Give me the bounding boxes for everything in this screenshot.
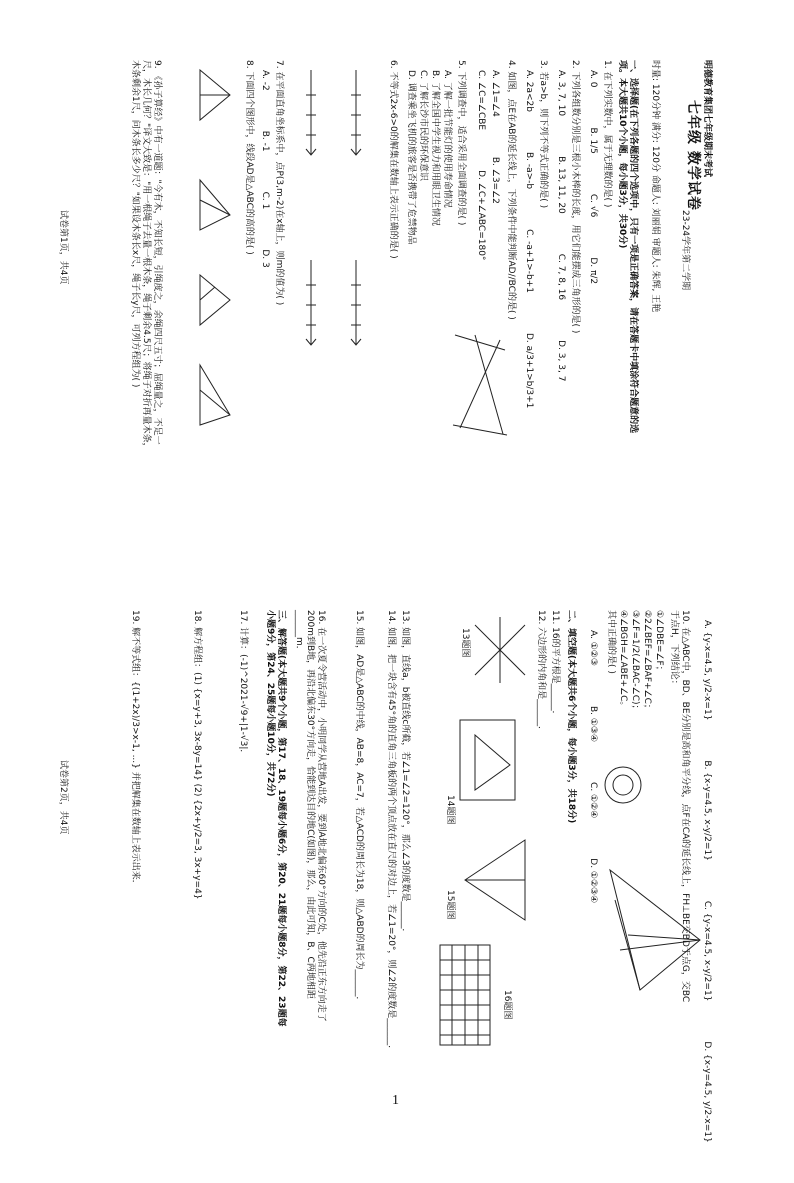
q10-triangle-figure xyxy=(600,860,710,1000)
section2-heading: 二、填空题(本大题共6个小题，每小题3分，共18分) xyxy=(566,610,576,824)
q10-tail: 其中正确的是( ) xyxy=(606,610,616,674)
q6-text: 6. 不等式2x-6>0的解集在数轴上表示正确的是( ) xyxy=(388,60,398,259)
q10-text: 10. 在△ABC中，BD、BE分别是高和角平分线，点F在CA的延长线上，FH⊥BE交BD于点G，交BC于点H，下列结论： xyxy=(669,610,690,1003)
section1-heading: 一、选择题(在下列各题的四个选项中，只有一项是正确答案，请在答题卡中填涂符合题意的选项。本大题共10个小题，每小题3分，共30分) xyxy=(617,60,638,434)
page-footer-left: 试卷第1页，共4页 xyxy=(58,210,68,285)
fig14-caption: 14题图 xyxy=(445,795,455,825)
q9-options: A. {y-x=4.5, y/2-x=1}B. {x-y=4.5, x-y/2=1}C. {y-x=4.5, x-y/2=1}D. {x-y=4.5, y/2-x=1} xyxy=(702,620,712,1143)
q5-option-c: C. 了解长沙市民的环保意识 xyxy=(418,70,428,182)
q4-options-cd: C. ∠C=∠CBED. ∠C+∠ABC=180° xyxy=(476,70,486,261)
q18-text: 18. 解方程组：(1) {x=y+3, 3x-8y=14} (2) {2x+y/2=3, 3x+y=4} xyxy=(192,610,202,900)
q13-text: 13. 如图，直线a，b被直线c所截，若∠1=∠2=120°，那么∠3的度数是______． xyxy=(400,610,410,938)
q8-triangle-c xyxy=(195,270,235,330)
fig16-grid xyxy=(435,940,495,1050)
exam-name: 明德教育集团七年级期末考试 xyxy=(702,60,712,178)
q1-text: 1. 在下列实数中，属于无理数的是( ) xyxy=(602,60,612,208)
q5-option-a: A. 了解一批节能灯的使用寿命情况 xyxy=(442,70,452,208)
q16-text: 16. 在一次夏令营活动中，小明同学从营地A出发，要到A地北偏东60°方向的C处，他先沿正东方向走了200m到B地，再沿北偏东30°方向走，恰能到达目的地C(如图)，那么，由此可知，B、C两地相距______m． xyxy=(294,610,326,1022)
q10-item-1: ①∠DBE=∠F； xyxy=(654,610,664,675)
q3-options: A. 2a<2bB. -a>-bC. -a+1>-b+1D. a/3+1>b/3+1 xyxy=(524,70,534,409)
fig16-caption: 16题图 xyxy=(502,990,512,1020)
q6-numberline-b xyxy=(345,255,367,350)
q5-option-b: B. 了解全国中学生视力和用眼卫生情况 xyxy=(430,70,440,226)
q6-numberline-a xyxy=(345,65,367,160)
q4-figure xyxy=(445,330,515,440)
q5-text: 5. 下列调查中，适合采用全面调查的是( ) xyxy=(456,60,466,226)
q9-text: 9. 《孙子算经》中有一道题："今有木，不知长短，引绳度之，余绳四尺五寸；屈绳量之，不足一尺，木长几何？"译文大致是："用一根绳子去量一根木条，绳子剩余4.5尺；将绳子对折再量木条，木条剩余1尺，问木条长多少尺？"如果设木条长x尺，绳子长y尺，可列方程组为( ) xyxy=(130,60,162,452)
q3-text: 3. 若a>b，则下列不等式正确的是( ) xyxy=(538,60,548,209)
q10-item-2: ②2∠BEF=∠BAF+∠C； xyxy=(642,610,652,713)
q5-option-d: D. 调查乘坐飞机的旅客是否携带了危禁物品 xyxy=(406,70,416,245)
q12-text: 12. 六边形的内角和是______． xyxy=(536,610,546,736)
q19-text: 19. 解不等式组：{(1+2x)/3>x-1, ...} 并把解集在数轴上表示出来． xyxy=(130,610,140,889)
fig13-lines xyxy=(470,615,530,685)
fig15-triangle xyxy=(455,830,535,930)
exam-instructions: 时量: 120分钟 满分: 120分 命题人: 刘丽娟 审题人: 朱辉, 王艳 xyxy=(650,60,660,313)
year-info: 23-24学年第二学期 xyxy=(680,210,690,291)
q14-text: 14. 如图，把一块含有45°角的直角三角板的两个顶点放在直尺的对边上，若∠1=20°，则∠2的度数是______． xyxy=(386,610,396,1055)
page-title: 七年级 数学试卷 xyxy=(685,100,701,211)
q6-numberline-c xyxy=(300,65,322,160)
q2-text: 2. 下列各组数分别是三根小木棒的长度，用它们能摆成三角形的是( ) xyxy=(570,60,580,334)
q10-item-4: ④∠BGH=∠ABE+∠C。 xyxy=(618,610,628,711)
section3-heading: 三、解答题(本大题共9个小题，第17、18、19题每小题6分，第20、21题每小题8分，第22、23题每小题9分，第24、25题每小题10分，共72分) xyxy=(265,610,286,1027)
q8-triangle-a xyxy=(195,65,235,125)
q4-options-ab: A. ∠1=∠4B. ∠3=∠2 xyxy=(490,70,500,204)
q10-item-3: ③∠F=1/2(∠BAC-∠C)； xyxy=(630,610,640,714)
q4-text: 4. 如图，点E在AB的延长线上，下列条件中能判断AD//BC的是( ) xyxy=(506,60,516,320)
q8-text: 8. 下面四个图形中，线段AD是△ABC的高的是( ) xyxy=(244,60,254,255)
q11-text: 11. 16的平方根是______． xyxy=(550,610,560,720)
page-footer-right: 试卷第2页，共4页 xyxy=(58,760,68,835)
fig15-caption: 15题图 xyxy=(445,890,455,920)
fig14-ruler xyxy=(455,715,525,805)
q10-hexagon-figure xyxy=(600,760,646,810)
q7-text: 7. 在平面直角坐标系中，点P(3,m-2)在x轴上，则m的值为( ) xyxy=(274,60,284,306)
fig13-caption: 13题图 xyxy=(460,628,470,658)
q17-text: 17. 计算：(-1)^2021-√9+|1-√3|． xyxy=(238,610,248,759)
q8-triangle-d xyxy=(195,360,235,430)
q7-options: A. -2B. -1C. 1D. 3 xyxy=(260,70,270,268)
q8-triangle-b xyxy=(195,175,235,235)
q15-text: 15. 如图，AD是△ABC的中线，AB=8，AC=7，若△ACD的周长为18，则△ABD的周长为______． xyxy=(354,610,364,1006)
q6-numberline-d xyxy=(300,255,322,350)
page-number: 1 xyxy=(392,1093,399,1108)
q10-options: A. ①②③B. ①③④C. ①②④D. ①②③④ xyxy=(588,630,598,904)
q1-options: A. 0B. 1/5C. √6D. π/2 xyxy=(588,70,598,285)
q2-options: A. 3, 7, 10B. 13, 11, 20C. 7, 8, 16D. 3, 3, 7 xyxy=(556,70,566,382)
